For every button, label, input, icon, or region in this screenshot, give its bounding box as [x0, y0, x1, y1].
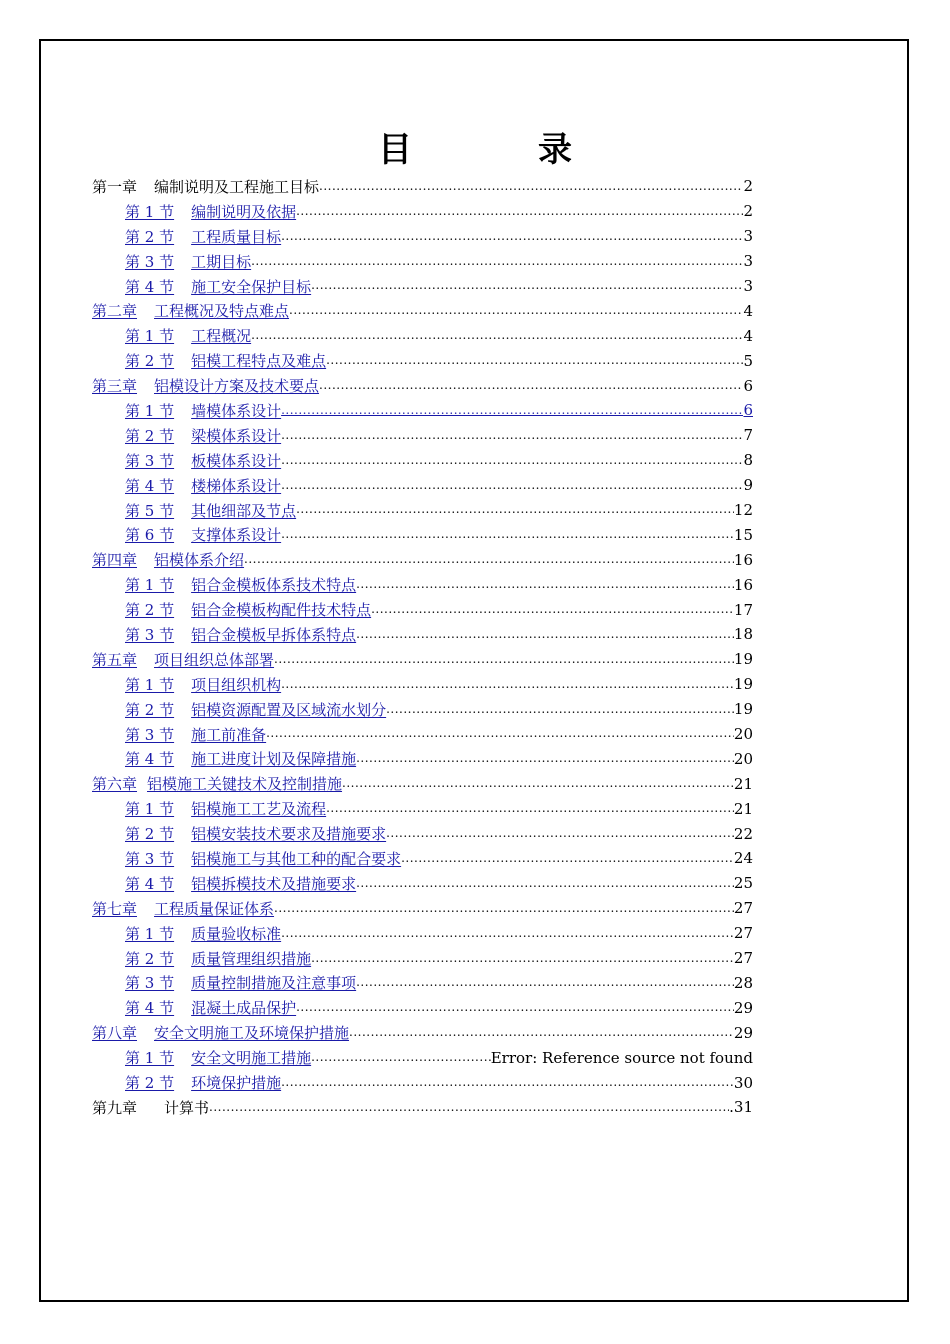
toc-page-number: 2 — [743, 202, 753, 221]
toc-entry-number: 第 3 节 — [125, 849, 175, 868]
toc-section-row[interactable] — [92, 597, 753, 622]
toc-section-link[interactable] — [125, 699, 386, 720]
toc-entry-number: 第 1 节 — [125, 924, 175, 943]
toc-entry-number: 第 1 节 — [125, 675, 175, 694]
toc-page-number: 3 — [743, 227, 753, 246]
toc-section-row[interactable] — [92, 697, 753, 722]
toc-page-number: 19 — [733, 650, 753, 669]
toc-entry-number: 第 4 节 — [125, 277, 175, 296]
toc-dot-leader — [386, 702, 734, 716]
table-of-contents — [92, 174, 753, 1120]
toc-page-number: 18 — [733, 625, 753, 644]
toc-entry-title: 项目组织机构 — [191, 675, 282, 694]
toc-page-number: Error: Reference source not found — [490, 1048, 753, 1067]
toc-entry-title: 安全文明施工措施 — [191, 1049, 312, 1068]
toc-entry-number: 第 2 节 — [125, 949, 175, 968]
toc-page-number: 27 — [733, 924, 753, 943]
toc-entry-number: 第 1 节 — [125, 401, 175, 420]
toc-entry-title: 工程质量目标 — [191, 227, 282, 246]
toc-chapter-link[interactable] — [92, 1022, 349, 1043]
toc-dot-leader — [311, 951, 734, 965]
toc-dot-leader — [349, 1025, 734, 1039]
toc-section-link[interactable] — [125, 873, 356, 894]
toc-entry-number: 第 6 节 — [125, 526, 175, 545]
toc-dot-leader — [274, 652, 734, 666]
toc-entry-number: 第 1 节 — [125, 202, 175, 221]
toc-entry-title: 铝模拆模技术及措施要求 — [191, 874, 357, 893]
toc-entry-title: 编制说明及依据 — [191, 202, 297, 221]
toc-entry-number: 第 3 节 — [125, 625, 175, 644]
toc-page-number: 6 — [743, 376, 753, 395]
toc-dot-leader — [356, 627, 734, 641]
toc-title: 目 录 — [378, 130, 618, 170]
toc-entry-number: 第六章 — [92, 775, 138, 794]
toc-chapter-link[interactable] — [92, 773, 342, 794]
toc-dot-leader — [342, 776, 734, 790]
toc-dot-leader — [281, 403, 743, 417]
toc-section-row[interactable] — [92, 871, 753, 896]
toc-chapter-row[interactable] — [92, 1020, 753, 1045]
toc-section-row[interactable] — [92, 1045, 753, 1070]
toc-entry-number: 第 4 节 — [125, 476, 175, 495]
toc-entry-title: 铝模施工与其他工种的配合要求 — [191, 849, 402, 868]
toc-page-number: 16 — [733, 550, 753, 569]
toc-section-row[interactable] — [92, 348, 753, 373]
toc-entry-title: 板模体系设计 — [191, 451, 282, 470]
toc-section-link[interactable] — [125, 599, 371, 620]
toc-section-row[interactable] — [92, 722, 753, 747]
toc-dot-leader — [386, 826, 734, 840]
toc-section-row[interactable] — [92, 1070, 753, 1095]
toc-entry-title: 铝模资源配置及区域流水划分 — [191, 700, 387, 719]
toc-section-row[interactable] — [92, 448, 753, 473]
toc-entry-title: 梁模体系设计 — [191, 426, 282, 445]
toc-dot-leader — [289, 303, 743, 317]
toc-entry-number: 第 2 节 — [125, 352, 175, 371]
toc-entry-title: 施工进度计划及保障措施 — [191, 750, 357, 769]
toc-chapter-row[interactable] — [92, 896, 753, 921]
toc-chapter-link — [92, 176, 319, 197]
toc-section-row[interactable] — [92, 846, 753, 871]
toc-section-row[interactable] — [92, 323, 753, 348]
toc-entry-number: 第五章 — [92, 650, 138, 669]
toc-dot-leader — [311, 278, 743, 292]
toc-entry-title: 铝模设计方案及技术要点 — [154, 377, 320, 396]
toc-chapter-row — [92, 174, 753, 199]
toc-section-link[interactable] — [125, 1047, 311, 1068]
toc-dot-leader — [281, 229, 743, 243]
toc-page-number: 20 — [733, 725, 753, 744]
toc-entry-title: 铝模体系介绍 — [154, 551, 245, 570]
toc-section-link[interactable] — [125, 724, 266, 745]
toc-entry-number: 第 2 节 — [125, 1074, 175, 1092]
toc-dot-leader — [371, 602, 734, 616]
toc-section-link[interactable] — [125, 674, 281, 695]
toc-dot-leader — [356, 577, 734, 591]
toc-section-link[interactable] — [125, 325, 251, 346]
toc-entry-title: 楼梯体系设计 — [191, 476, 282, 495]
toc-section-row[interactable] — [92, 946, 753, 971]
toc-section-link[interactable] — [125, 923, 281, 944]
toc-section-row[interactable] — [92, 522, 753, 547]
toc-section-link[interactable] — [125, 524, 281, 545]
toc-entry-title: 工期目标 — [191, 252, 252, 271]
toc-entry-title: 其他细部及节点 — [191, 501, 297, 520]
toc-dot-leader — [319, 179, 743, 193]
toc-entry-title: 工程概况 — [191, 327, 252, 346]
toc-section-row[interactable] — [92, 796, 753, 821]
toc-entry-title: 铝模施工工艺及流程 — [191, 800, 327, 819]
toc-page-number: 5 — [743, 351, 753, 370]
toc-entry-title: 安全文明施工及环境保护措施 — [154, 1024, 350, 1043]
toc-entry-number: 第 3 节 — [125, 252, 175, 271]
toc-dot-leader — [356, 876, 734, 890]
toc-entry-number: 第 4 节 — [125, 750, 175, 769]
toc-section-link[interactable] — [125, 1072, 281, 1093]
toc-entry-title: 项目组织总体部署 — [154, 650, 275, 669]
toc-section-link[interactable] — [125, 350, 326, 371]
toc-entry-number: 第八章 — [92, 1024, 138, 1043]
toc-section-row[interactable] — [92, 971, 753, 996]
toc-section-link[interactable] — [125, 226, 281, 247]
toc-chapter-link[interactable] — [92, 549, 244, 570]
toc-page-number: 8 — [743, 451, 753, 470]
toc-section-link[interactable] — [125, 400, 281, 421]
toc-section-link[interactable] — [125, 748, 356, 769]
toc-dot-leader — [281, 527, 734, 541]
toc-page-number: 7 — [743, 426, 753, 445]
toc-entry-number: 第 2 节 — [125, 825, 175, 844]
toc-entry-title: 铝模工程特点及难点 — [191, 352, 327, 371]
toc-chapter-row — [92, 1095, 753, 1120]
toc-entry-title: 计算书 — [164, 1098, 210, 1117]
toc-entry-title: 施工安全保护目标 — [191, 277, 312, 296]
toc-dot-leader — [356, 751, 734, 765]
toc-entry-title: 铝模施工关键技术及控制措施 — [147, 775, 343, 794]
toc-section-row[interactable] — [92, 199, 753, 224]
toc-entry-number: 第 3 节 — [125, 451, 175, 470]
toc-entry-number: 第 5 节 — [125, 501, 175, 520]
toc-entry-title: 施工前准备 — [191, 725, 267, 744]
toc-page-number: 6 — [743, 401, 753, 420]
toc-entry-number: 第 2 节 — [125, 227, 175, 246]
toc-section-link[interactable] — [125, 948, 311, 969]
toc-entry-number: 第 2 节 — [125, 426, 175, 445]
toc-section-link[interactable] — [125, 848, 401, 869]
toc-entry-title: 环境保护措施 — [191, 1074, 282, 1092]
toc-entry-number: 第 4 节 — [125, 874, 175, 893]
toc-entry-title: 质量验收标准 — [191, 924, 282, 943]
toc-entry-number: 第 4 节 — [125, 999, 175, 1018]
toc-section-link[interactable] — [125, 475, 281, 496]
toc-page-number: 17 — [733, 600, 753, 619]
toc-chapter-row[interactable] — [92, 298, 753, 323]
toc-page-number: 30 — [733, 1073, 753, 1092]
toc-section-row[interactable] — [92, 746, 753, 771]
toc-section-link[interactable] — [125, 624, 356, 645]
toc-entry-number: 第 1 节 — [125, 800, 175, 819]
toc-entry-number: 第 2 节 — [125, 700, 175, 719]
toc-page-number: 27 — [733, 899, 753, 918]
toc-dot-leader — [281, 453, 743, 467]
toc-dot-leader — [319, 378, 743, 392]
toc-dot-leader — [251, 328, 743, 342]
toc-section-link[interactable] — [125, 425, 281, 446]
toc-entry-title: 工程概况及特点难点 — [154, 302, 290, 321]
toc-entry-number: 第三章 — [92, 377, 138, 396]
toc-chapter-row[interactable] — [92, 647, 753, 672]
toc-page-number: 9 — [743, 476, 753, 495]
toc-entry-number: 第七章 — [92, 899, 138, 918]
toc-dot-leader — [296, 204, 743, 218]
toc-chapter-link[interactable] — [92, 649, 274, 670]
toc-chapter-link[interactable] — [92, 300, 289, 321]
toc-dot-leader — [244, 552, 734, 566]
toc-dot-leader — [281, 677, 734, 691]
toc-entry-number: 第 1 节 — [125, 327, 175, 346]
toc-section-row[interactable] — [92, 423, 753, 448]
toc-entry-title: 支撑体系设计 — [191, 526, 282, 545]
toc-section-row[interactable] — [92, 995, 753, 1020]
toc-page-number: 3 — [743, 277, 753, 295]
toc-entry-number: 第一章 — [92, 177, 138, 196]
toc-page-number: 21 — [733, 774, 753, 793]
toc-section-row[interactable] — [92, 821, 753, 846]
toc-dot-leader — [326, 353, 743, 367]
toc-section-link[interactable] — [125, 276, 311, 297]
toc-entry-title: 铝模安装技术要求及措施要求 — [191, 825, 387, 844]
toc-section-link[interactable] — [125, 251, 251, 272]
toc-page-number: 28 — [733, 973, 753, 992]
toc-section-row[interactable] — [92, 398, 753, 423]
toc-page-number: 19 — [733, 700, 753, 719]
toc-dot-leader — [281, 428, 743, 442]
toc-dot-leader — [281, 478, 743, 492]
toc-dot-leader — [274, 901, 734, 915]
toc-section-link[interactable] — [125, 500, 296, 521]
toc-page-number: 4 — [743, 326, 753, 345]
toc-page-number: 27 — [733, 949, 753, 968]
toc-chapter-link — [92, 1097, 209, 1118]
toc-entry-number: 第 3 节 — [125, 974, 175, 993]
toc-section-row[interactable] — [92, 672, 753, 697]
toc-section-link[interactable] — [125, 798, 326, 819]
toc-section-link[interactable] — [125, 997, 296, 1018]
toc-dot-leader — [266, 726, 734, 740]
toc-page-number: 29 — [733, 1023, 753, 1042]
toc-chapter-link[interactable] — [92, 375, 319, 396]
toc-page-number: 24 — [733, 849, 753, 868]
toc-entry-title: 铝合金模板构配件技术特点 — [191, 601, 372, 620]
toc-section-row[interactable] — [92, 249, 753, 274]
toc-entry-number: 第九章 — [92, 1098, 138, 1117]
toc-dot-leader — [311, 1050, 491, 1064]
toc-page-number: 16 — [733, 575, 753, 594]
toc-page-number: 3 — [743, 252, 753, 271]
toc-dot-leader — [281, 926, 734, 940]
toc-dot-leader — [356, 975, 734, 989]
toc-entry-title: 铝合金模板体系技术特点 — [191, 576, 357, 595]
toc-entry-title: 质量控制措施及注意事项 — [191, 974, 357, 993]
toc-entry-number: 第四章 — [92, 551, 138, 570]
toc-entry-title: 质量管理组织措施 — [191, 949, 312, 968]
toc-dot-leader — [296, 1000, 734, 1014]
toc-page-number: 2 — [743, 177, 753, 196]
toc-entry-number: 第 3 节 — [125, 725, 175, 744]
toc-page-number: 15 — [733, 525, 753, 544]
toc-chapter-row[interactable] — [92, 547, 753, 572]
toc-section-link[interactable] — [125, 823, 386, 844]
toc-entry-number: 第 1 节 — [125, 1049, 175, 1068]
toc-dot-leader — [326, 801, 734, 815]
toc-page-number: 20 — [733, 749, 753, 768]
toc-chapter-row[interactable] — [92, 373, 753, 398]
toc-entry-title: 混凝土成品保护 — [191, 999, 297, 1018]
toc-section-row[interactable] — [92, 921, 753, 946]
toc-section-link[interactable] — [125, 972, 356, 993]
toc-page-number: 29 — [733, 998, 753, 1017]
toc-page-number: 22 — [733, 824, 753, 843]
toc-section-link[interactable] — [125, 574, 356, 595]
toc-entry-number: 第 2 节 — [125, 601, 175, 620]
toc-entry-title: 编制说明及工程施工目标 — [154, 177, 320, 196]
toc-dot-leader — [401, 851, 734, 865]
toc-dot-leader — [281, 1075, 734, 1089]
toc-dot-leader — [209, 1100, 729, 1114]
toc-section-link[interactable] — [125, 450, 281, 471]
toc-entry-title: 铝合金模板早拆体系特点 — [191, 625, 357, 644]
toc-page-number: 25 — [733, 874, 753, 893]
toc-page-number: 4 — [743, 301, 753, 320]
toc-section-row[interactable] — [92, 224, 753, 249]
toc-entry-number: 第 1 节 — [125, 576, 175, 595]
toc-chapter-link[interactable] — [92, 898, 274, 919]
toc-dot-leader — [251, 254, 743, 268]
toc-section-row[interactable] — [92, 622, 753, 647]
toc-page-number: 12 — [733, 501, 753, 520]
toc-page-number: .31 — [729, 1098, 753, 1117]
toc-chapter-row[interactable] — [92, 771, 753, 796]
toc-entry-title: 墙模体系设计 — [191, 401, 282, 420]
toc-dot-leader — [296, 502, 734, 516]
toc-entry-number: 第二章 — [92, 302, 138, 321]
toc-entry-title: 工程质量保证体系 — [154, 899, 275, 918]
toc-page-number: 19 — [733, 675, 753, 694]
toc-section-link[interactable] — [125, 201, 296, 222]
toc-section-row[interactable] — [92, 498, 753, 523]
toc-section-row[interactable] — [92, 572, 753, 597]
toc-page-number: 21 — [733, 799, 753, 818]
toc-section-row[interactable] — [92, 473, 753, 498]
toc-section-row[interactable] — [92, 274, 753, 299]
